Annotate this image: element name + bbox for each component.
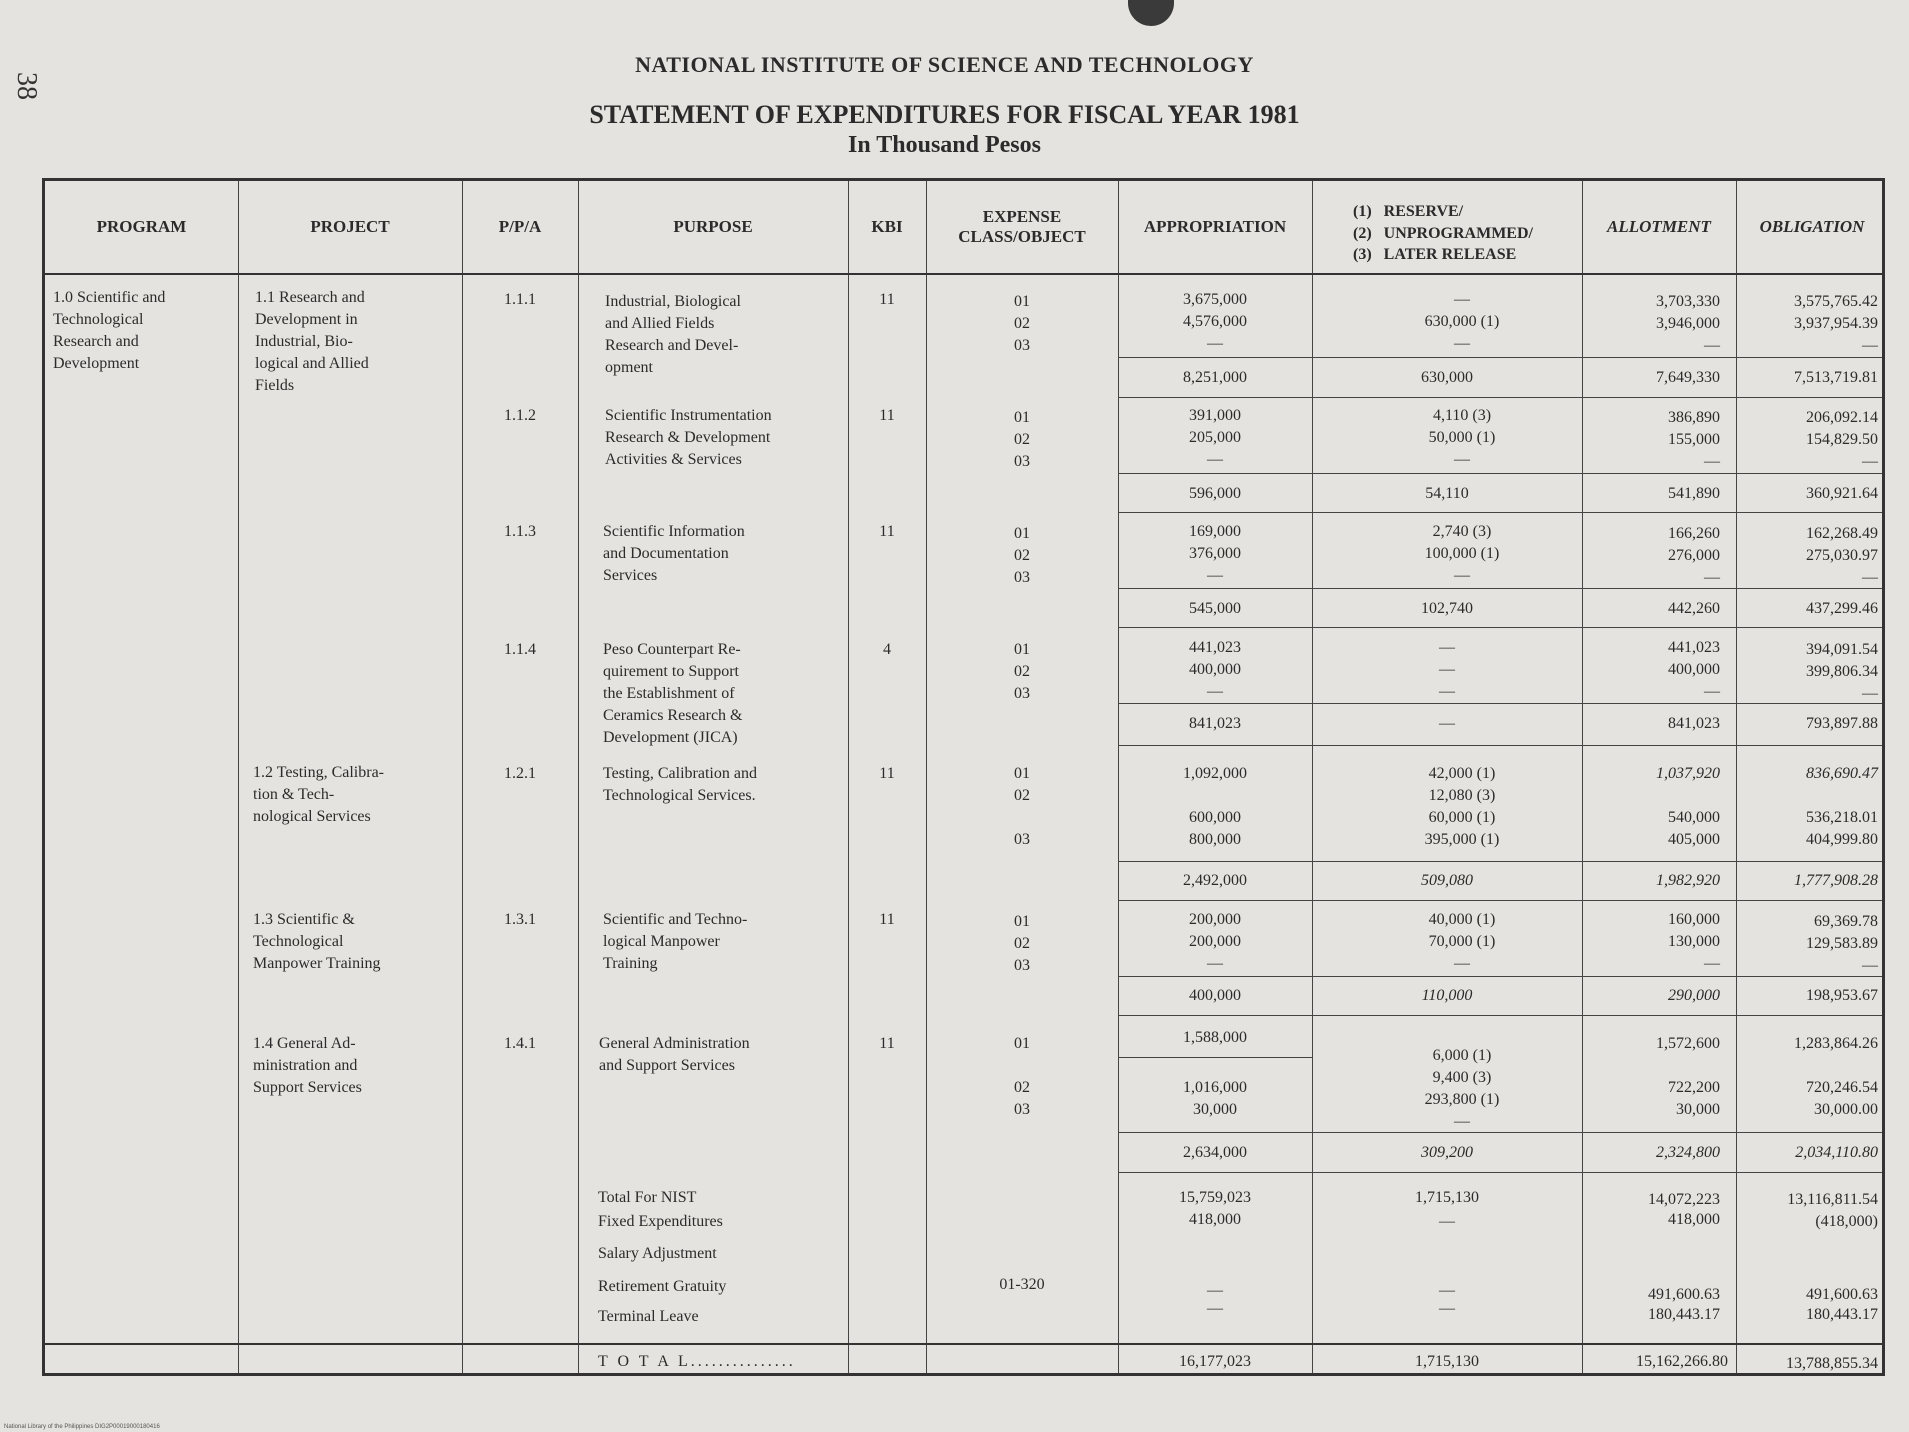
allotment-values: 1,572,600 — [1656, 1035, 1720, 1052]
purpose-text: Testing, Calibration and Technological Services. — [603, 765, 757, 804]
obligation-subtotal: 1,777,908.28 — [1794, 872, 1878, 889]
row-rule — [1118, 1172, 1882, 1173]
project-1-1: 1.1 Research and Development in Industrial, Bio- logical and Allied Fields — [255, 289, 369, 394]
reserve-values: 4,110 (3) 50,000 (1) — — [1428, 407, 1496, 468]
appropriation-subtotal: 8,251,000 — [1183, 369, 1247, 386]
col-divider — [238, 181, 239, 1373]
reserve-values: 2,740 (3) 100,000 (1) — — [1424, 523, 1500, 584]
obligation-subtotal: 2,034,110.80 — [1795, 1144, 1878, 1161]
reserve-values: — — — — [1439, 639, 1455, 700]
total-label: Total For NIST — [598, 1189, 697, 1206]
total-allotment: 418,000 — [1668, 1211, 1720, 1228]
ppa-code: 1.1.3 — [504, 523, 536, 540]
appropriation-values: 1,092,000 — [1183, 765, 1247, 782]
purpose-text: Scientific Instrumentation Research & Development Activities & Services — [605, 407, 772, 468]
total-obligation: 491,600.63 — [1806, 1286, 1878, 1303]
obligation-values: 206,092.14 154,829.50 — — [1806, 409, 1878, 470]
project-1-2: 1.2 Testing, Calibra- tion & Tech- nological Services — [253, 764, 385, 825]
total-label: Fixed Expenditures — [598, 1213, 723, 1230]
page-number: 38 — [11, 72, 42, 100]
expense-class: 01 02 03 — [1014, 293, 1030, 354]
header-project: PROJECT — [310, 216, 390, 236]
kbi-value: 11 — [879, 1035, 895, 1052]
obligation-values: 720,246.54 30,000.00 — [1806, 1079, 1878, 1118]
reserve-subtotal: 630,000 — [1421, 369, 1473, 386]
row-rule — [1118, 627, 1882, 628]
reserve-subtotal: 509,080 — [1421, 872, 1473, 889]
kbi-value: 11 — [879, 407, 895, 424]
grand-total-appropriation: 16,177,023 — [1179, 1353, 1251, 1370]
grand-total-allotment: 15,162,266.80 — [1636, 1353, 1728, 1370]
header-reserve-line: (1) RESERVE/ — [1353, 203, 1464, 220]
appropriation-values: 1,016,000 30,000 — [1183, 1079, 1247, 1118]
header-purpose: PURPOSE — [673, 216, 753, 236]
reserve-values: 42,000 (1) 12,080 (3) 60,000 (1) 395,000 (1) — [1424, 765, 1500, 848]
total-reserve: — — [1439, 1300, 1455, 1317]
reserve-subtotal: — — [1439, 715, 1455, 732]
total-obligation: 180,443.17 — [1806, 1306, 1878, 1323]
total-label: Salary Adjustment — [598, 1245, 717, 1262]
obligation-subtotal: 198,953.67 — [1806, 987, 1878, 1004]
reserve-subtotal: 110,000 — [1421, 987, 1473, 1004]
appropriation-subtotal: 596,000 — [1189, 485, 1241, 502]
emblem-seal — [1128, 0, 1174, 26]
appropriation-values: 441,023 400,000 — — [1189, 639, 1241, 700]
obligation-values: 836,690.47 — [1806, 765, 1878, 782]
expense-class: 02 03 — [1014, 1079, 1030, 1118]
grand-total-reserve: 1,715,130 — [1415, 1353, 1479, 1370]
allotment-values: 166,260 276,000 — — [1668, 525, 1720, 586]
allotment-values: 441,023 400,000 — — [1668, 639, 1720, 700]
expense-class: 01 02 03 — [1014, 913, 1030, 974]
row-rule — [1118, 900, 1882, 901]
appropriation-subtotal: 400,000 — [1189, 987, 1241, 1004]
reserve-subtotal: 102,740 — [1421, 600, 1473, 617]
row-rule — [1118, 397, 1882, 398]
kbi-value: 11 — [879, 291, 895, 308]
appropriation-subtotal: 2,634,000 — [1183, 1144, 1247, 1161]
grand-total-obligation: 13,788,855.34 — [1786, 1355, 1878, 1372]
row-rule — [1118, 512, 1882, 513]
row-rule — [1118, 745, 1882, 746]
retirement-class: 01-320 — [999, 1276, 1045, 1293]
kbi-value: 4 — [883, 641, 891, 658]
expense-class: 01 02 03 — [1014, 641, 1030, 702]
header-reserve — [1353, 201, 1533, 266]
obligation-values: 536,218.01 404,999.80 — [1806, 809, 1878, 848]
institution-name: NATIONAL INSTITUTE OF SCIENCE AND TECHNOLOGY — [635, 52, 1254, 77]
total-appropriation: — — [1207, 1282, 1223, 1299]
row-rule — [1118, 1057, 1312, 1058]
header-obligation: OBLIGATION — [1759, 216, 1865, 236]
col-divider — [578, 181, 579, 1373]
row-rule — [1118, 357, 1882, 358]
expenditure-table — [42, 178, 1885, 1376]
total-appropriation: 418,000 — [1189, 1211, 1241, 1228]
total-allotment: 491,600.63 — [1648, 1286, 1720, 1303]
total-reserve: 1,715,130 — [1415, 1189, 1479, 1206]
expense-class: 01 02 03 — [1014, 409, 1030, 470]
scan-footer: National Library of the Philippines DIG2P00019000180416 — [4, 1424, 160, 1430]
total-appropriation: 15,759,023 — [1179, 1189, 1251, 1206]
kbi-value: 11 — [879, 765, 895, 782]
allotment-subtotal: 841,023 — [1668, 715, 1720, 732]
allotment-subtotal: 2,324,800 — [1656, 1144, 1720, 1161]
header-reserve-line: (2) UNPROGRAMMED/ — [1353, 224, 1533, 242]
purpose-text: Industrial, Biological and Allied Fields Research and Devel- opment — [605, 293, 741, 376]
obligation-subtotal: 437,299.46 — [1806, 600, 1878, 617]
ppa-code: 1.4.1 — [504, 1035, 536, 1052]
total-appropriation: — — [1207, 1300, 1223, 1317]
program-name: 1.0 Scientific and Technological Research and Development — [53, 289, 166, 372]
allotment-subtotal: 442,260 — [1668, 600, 1720, 617]
report-title: STATEMENT OF EXPENDITURES FOR FISCAL YEAR 1981 — [589, 100, 1300, 129]
allotment-subtotal: 7,649,330 — [1656, 369, 1720, 386]
allotment-values: 386,890 155,000 — — [1668, 409, 1720, 470]
appropriation-subtotal: 841,023 — [1189, 715, 1241, 732]
total-rule — [45, 1343, 1882, 1345]
ppa-code: 1.1.1 — [504, 291, 536, 308]
obligation-subtotal: 360,921.64 — [1806, 485, 1878, 502]
expense-class: 01 02 — [1014, 765, 1030, 804]
header-rule — [45, 273, 1882, 275]
reserve-values: 6,000 (1) 9,400 (3) 293,800 (1) — — [1424, 1047, 1500, 1130]
obligation-values: 69,369.78 129,583.89 — — [1806, 913, 1878, 974]
appropriation-values: 169,000 376,000 — — [1189, 523, 1241, 584]
allotment-values: 540,000 405,000 — [1668, 809, 1720, 848]
ppa-code: 1.1.4 — [504, 641, 536, 658]
ppa-code: 1.1.2 — [504, 407, 536, 424]
report-subtitle: In Thousand Pesos — [848, 132, 1041, 158]
appropriation-subtotal: 545,000 — [1189, 600, 1241, 617]
reserve-values: — 630,000 (1) — — [1424, 291, 1500, 352]
allotment-subtotal: 1,982,920 — [1656, 872, 1720, 889]
reserve-values: 40,000 (1) 70,000 (1) — — [1428, 911, 1496, 972]
purpose-text: Scientific and Techno- logical Manpower Training — [603, 911, 748, 972]
total-allotment: 14,072,223 — [1648, 1191, 1720, 1208]
appropriation-values: 200,000 200,000 — — [1189, 911, 1241, 972]
kbi-value: 11 — [879, 523, 895, 540]
row-rule — [1118, 861, 1882, 862]
purpose-text: Scientific Information and Documentation Services — [603, 523, 745, 584]
header-program: PROGRAM — [96, 216, 187, 236]
project-1-3: 1.3 Scientific & Technological Manpower Training — [253, 911, 381, 972]
total-reserve: — — [1439, 1213, 1455, 1230]
obligation-values: 3,575,765.42 3,937,954.39 — — [1794, 293, 1878, 354]
header-allotment: ALLOTMENT — [1607, 216, 1711, 236]
obligation-values: 1,283,864.26 — [1794, 1035, 1878, 1052]
allotment-values: 722,200 30,000 — [1668, 1079, 1720, 1118]
project-1-4: 1.4 General Ad- ministration and Support Services — [253, 1035, 362, 1096]
header-appropriation: APPROPRIATION — [1143, 216, 1287, 236]
expense-class: 01 02 03 — [1014, 525, 1030, 586]
total-reserve: — — [1439, 1282, 1455, 1299]
expense-class: 01 — [1014, 1035, 1030, 1052]
ppa-code: 1.2.1 — [504, 765, 536, 782]
allotment-subtotal: 290,000 — [1668, 987, 1720, 1004]
reserve-subtotal: 54,110 — [1425, 485, 1469, 502]
obligation-subtotal: 793,897.88 — [1806, 715, 1878, 732]
appropriation-values: 3,675,000 4,576,000 — — [1183, 291, 1247, 352]
total-allotment: 180,443.17 — [1648, 1306, 1720, 1323]
obligation-values: 394,091.54 399,806.34 — — [1806, 641, 1878, 702]
purpose-text: General Administration and Support Services — [599, 1035, 750, 1074]
obligation-subtotal: 7,513,719.81 — [1794, 369, 1878, 386]
obligation-values: 162,268.49 275,030.97 — — [1806, 525, 1878, 586]
header-expense-class: EXPENSE CLASS/OBJECT — [958, 206, 1086, 246]
appropriation-subtotal: 2,492,000 — [1183, 872, 1247, 889]
ppa-code: 1.3.1 — [504, 911, 536, 928]
appropriation-values: 1,588,000 — [1183, 1029, 1247, 1046]
appropriation-values: 391,000 205,000 — — [1189, 407, 1241, 468]
allotment-values: 1,037,920 — [1656, 765, 1720, 782]
total-obligation: 13,116,811.54 — [1787, 1191, 1878, 1208]
allotment-subtotal: 541,890 — [1668, 485, 1720, 502]
allotment-values: 160,000 130,000 — — [1668, 911, 1720, 972]
kbi-value: 11 — [879, 911, 895, 928]
total-label: Terminal Leave — [598, 1308, 699, 1325]
appropriation-values: 600,000 800,000 — [1189, 809, 1241, 848]
purpose-text: Peso Counterpart Re- quirement to Support the Establishment of Ceramics Research & Development (JICA) — [603, 641, 743, 746]
total-label: Retirement Gratuity — [598, 1278, 727, 1295]
row-rule — [1118, 1015, 1882, 1016]
header-reserve-line: (3) LATER RELEASE — [1353, 246, 1517, 264]
header-ppa: P/P/A — [498, 216, 542, 236]
expense-class: 03 — [1014, 831, 1030, 848]
row-rule — [1118, 473, 1882, 474]
header-kbi: KBI — [871, 216, 903, 236]
grand-total-label: T O T A L............... — [598, 1353, 796, 1370]
allotment-values: 3,703,330 3,946,000 — — [1656, 293, 1720, 354]
total-obligation: (418,000) — [1815, 1213, 1878, 1230]
reserve-subtotal: 309,200 — [1421, 1144, 1473, 1161]
